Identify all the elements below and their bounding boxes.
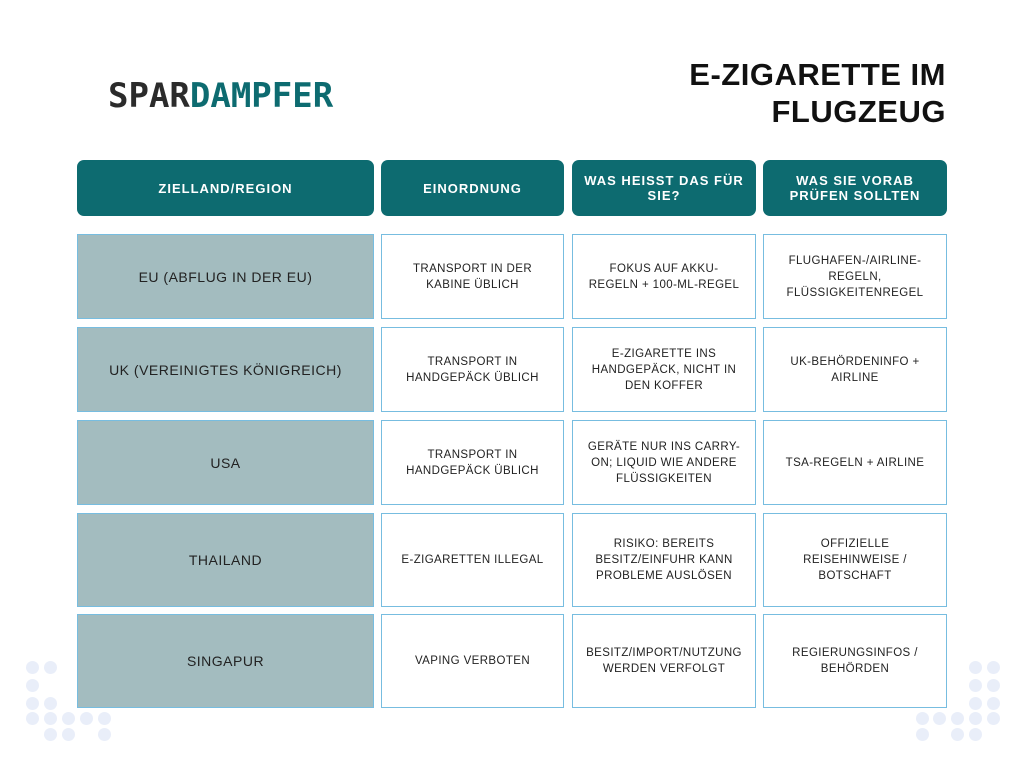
spardampfer-logo	[108, 78, 333, 114]
decor-dot	[987, 712, 1000, 725]
row-3-region: USA	[77, 420, 374, 505]
decor-dot	[44, 697, 57, 710]
row-2-category: TRANSPORT IN HANDGEPÄCK ÜBLICH	[381, 327, 564, 412]
decor-dot	[969, 697, 982, 710]
decor-dot	[987, 697, 1000, 710]
decor-dot	[951, 712, 964, 725]
row-2-meaning: E-ZIGARETTE INS HANDGEPÄCK, NICHT IN DEN KOFFER	[572, 327, 756, 412]
row-3-check: TSA-REGELN + AIRLINE	[763, 420, 947, 505]
decor-dot	[987, 679, 1000, 692]
row-1-meaning: FOKUS AUF AKKU-REGELN + 100-ML-REGEL	[572, 234, 756, 319]
row-4-region: THAILAND	[77, 513, 374, 607]
decor-dot	[44, 728, 57, 741]
decor-dot	[916, 712, 929, 725]
row-4-check: OFFIZIELLE REISEHINWEISE / BOTSCHAFT	[763, 513, 947, 607]
row-2-region: UK (VEREINIGTES KÖNIGREICH)	[77, 327, 374, 412]
decor-dot	[951, 728, 964, 741]
decor-dot	[44, 712, 57, 725]
row-5-meaning: BESITZ/IMPORT/NUTZUNG WERDEN VERFOLGT	[572, 614, 756, 708]
decor-dot	[26, 697, 39, 710]
row-2-check: UK-BEHÖRDENINFO + AIRLINE	[763, 327, 947, 412]
page-title	[689, 56, 946, 130]
decor-dot	[62, 728, 75, 741]
header-pruefen: WAS SIE VORAB PRÜFEN SOLLTEN	[763, 160, 947, 216]
header-zielland: ZIELLAND/REGION	[77, 160, 374, 216]
decor-dot	[987, 661, 1000, 674]
decor-dot	[26, 712, 39, 725]
row-3-category: TRANSPORT IN HANDGEPÄCK ÜBLICH	[381, 420, 564, 505]
decor-dot	[969, 712, 982, 725]
header-einordnung: EINORDNUNG	[381, 160, 564, 216]
decor-dot	[62, 712, 75, 725]
title-line-2: FLUGZEUG	[771, 94, 946, 129]
row-4-category: E-ZIGARETTEN ILLEGAL	[381, 513, 564, 607]
row-3-meaning: GERÄTE NUR INS CARRY-ON; LIQUID WIE ANDERE FLÜSSIGKEITEN	[572, 420, 756, 505]
decor-dot	[80, 712, 93, 725]
decor-dot	[26, 679, 39, 692]
decor-dot	[933, 712, 946, 725]
decor-dot	[969, 679, 982, 692]
decor-dot	[969, 661, 982, 674]
row-1-region: EU (ABFLUG IN DER EU)	[77, 234, 374, 319]
decor-dot	[969, 728, 982, 741]
header-bedeutung: WAS HEISST DAS FÜR SIE?	[572, 160, 756, 216]
decor-dot	[44, 661, 57, 674]
decor-dot	[916, 728, 929, 741]
row-1-category: TRANSPORT IN DER KABINE ÜBLICH	[381, 234, 564, 319]
decor-dot	[98, 712, 111, 725]
logo-part-2: DAMPFER	[189, 76, 334, 116]
row-1-check: FLUGHAFEN-/AIRLINE-REGELN, FLÜSSIGKEITENREGEL	[763, 234, 947, 319]
decor-dot	[98, 728, 111, 741]
row-5-category: VAPING VERBOTEN	[381, 614, 564, 708]
row-5-region: SINGAPUR	[77, 614, 374, 708]
row-5-check: REGIERUNGSINFOS / BEHÖRDEN	[763, 614, 947, 708]
row-4-meaning: RISIKO: BEREITS BESITZ/EINFUHR KANN PROBLEME AUSLÖSEN	[572, 513, 756, 607]
title-line-1: E-ZIGARETTE IM	[689, 57, 946, 92]
decor-dot	[26, 661, 39, 674]
logo-part-1: SPAR	[108, 76, 190, 116]
